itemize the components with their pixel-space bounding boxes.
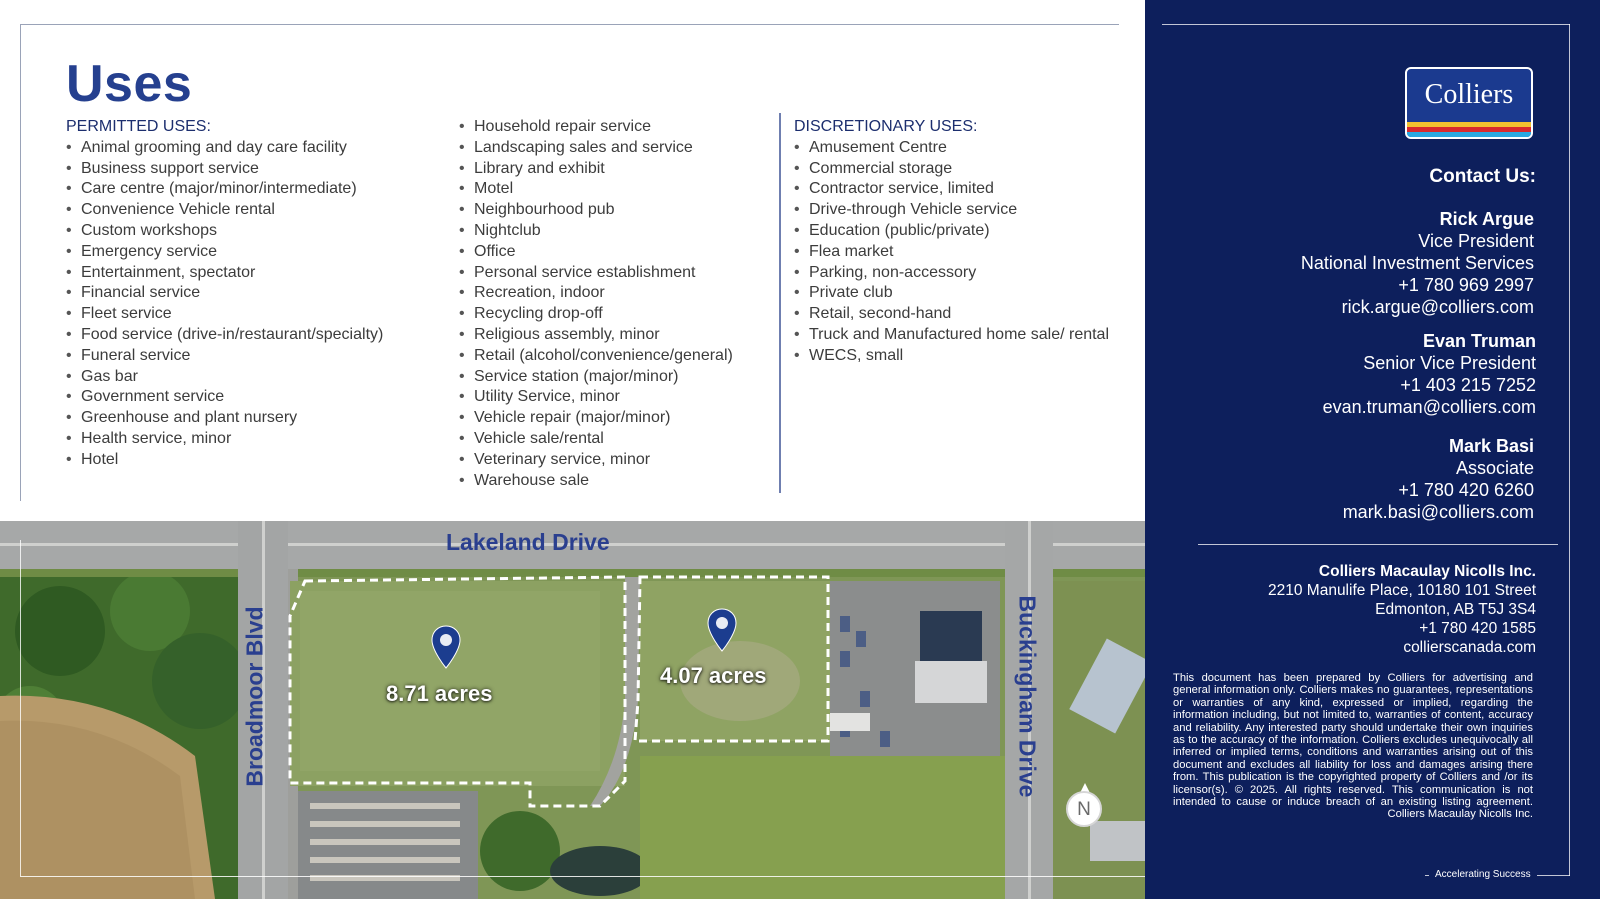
colliers-logo bbox=[1405, 67, 1533, 139]
use-list-item: • Custom workshops bbox=[66, 221, 436, 242]
use-list-item: • Religious assembly, minor bbox=[459, 325, 759, 346]
street-label-buckingham-drive: Buckingham Drive bbox=[1014, 595, 1041, 798]
location-pin-icon bbox=[707, 608, 737, 652]
company-info bbox=[1268, 562, 1536, 657]
frame-line-left bbox=[20, 24, 21, 501]
use-list-item: • Household repair service bbox=[459, 117, 759, 138]
contact-card bbox=[1323, 330, 1536, 418]
use-list-item: • Hotel bbox=[66, 450, 436, 471]
use-list-item: • Parking, non-accessory bbox=[794, 263, 1114, 284]
use-list-item: • Fleet service bbox=[66, 304, 436, 325]
contact-email[interactable]: rick.argue@colliers.com bbox=[1341, 297, 1534, 317]
sidebar-frame-top bbox=[1162, 24, 1570, 25]
use-list-item: • Nightclub bbox=[459, 221, 759, 242]
use-list-item: • Food service (drive-in/restaurant/specialty) bbox=[66, 325, 436, 346]
use-list-item: • Warehouse sale bbox=[459, 471, 759, 492]
sidebar-divider bbox=[1198, 544, 1558, 545]
use-list-item: • Amusement Centre bbox=[794, 138, 1114, 159]
compass-icon bbox=[1066, 791, 1102, 827]
company-address-line-1: 2210 Manulife Place, 10180 101 Street bbox=[1268, 582, 1536, 599]
use-list-item: • Gas bar bbox=[66, 367, 436, 388]
company-phone[interactable]: +1 780 420 1585 bbox=[1419, 620, 1536, 637]
contact-phone[interactable]: +1 780 420 6260 bbox=[1398, 480, 1534, 500]
legal-disclaimer: This document has been prepared by Colliers for advertising and general information only. Colliers makes no guarantees, representations or warranties of any kind, expressed or implied, regarding the information including, but not limited to, warranties of content, accuracy and reliability. Any interested party should undertake their own inquiries as to the accuracy of the information. Colliers excludes unequivocally all inferred or implied terms, conditions and warranties arising out of this document and excludes all liability for loss and damages arising there from. This publication is the copyrighted property of Colliers and /or its licensor(s). © 2025. All rights reserved. This communication is not intended to cause or induce breach of an existing listing agreement. Colliers Macaulay Nicolls Inc. bbox=[1173, 672, 1533, 821]
use-list-item: • Government service bbox=[66, 387, 436, 408]
company-name: Colliers Macaulay Nicolls Inc. bbox=[1318, 563, 1536, 580]
permitted-uses-list-2 bbox=[459, 117, 759, 491]
location-pin-icon bbox=[431, 625, 461, 669]
use-list-item: • Flea market bbox=[794, 242, 1114, 263]
company-website-link[interactable]: collierscanada.com bbox=[1403, 639, 1536, 656]
use-list-item: • Education (public/private) bbox=[794, 221, 1114, 242]
contact-card bbox=[1343, 435, 1534, 523]
discretionary-uses-column bbox=[794, 117, 1114, 367]
contact-email[interactable]: evan.truman@colliers.com bbox=[1322, 397, 1536, 417]
use-list-item: • Business support service bbox=[66, 159, 436, 180]
use-list-item: • Convenience Vehicle rental bbox=[66, 200, 436, 221]
logo-wordmark: Colliers bbox=[1424, 79, 1514, 110]
contact-phone[interactable]: +1 403 215 7252 bbox=[1400, 375, 1536, 395]
parcel-acreage-label: 8.71 acres bbox=[386, 681, 493, 706]
sidebar-frame-right bbox=[1569, 24, 1570, 876]
use-list-item: • Financial service bbox=[66, 283, 436, 304]
street-label-lakeland-drive: Lakeland Drive bbox=[446, 529, 610, 555]
contact-heading: Contact Us: bbox=[1429, 166, 1536, 187]
contact-title: Vice President bbox=[1418, 231, 1534, 251]
permitted-uses-heading: PERMITTED USES: bbox=[66, 118, 211, 135]
contact-sidebar bbox=[1145, 0, 1600, 899]
aerial-site-map bbox=[0, 521, 1145, 899]
use-list-item: • Retail, second-hand bbox=[794, 304, 1114, 325]
street-label-broadmoor-blvd: Broadmoor Blvd bbox=[241, 606, 268, 787]
use-list-item: • Contractor service, limited bbox=[794, 179, 1114, 200]
contact-department: National Investment Services bbox=[1300, 253, 1534, 273]
use-list-item: • Entertainment, spectator bbox=[66, 263, 436, 284]
use-list-item: • Commercial storage bbox=[794, 159, 1114, 180]
company-address-line-2: Edmonton, AB T5J 3S4 bbox=[1375, 601, 1536, 618]
use-list-item: • Recycling drop-off bbox=[459, 304, 759, 325]
contact-phone[interactable]: +1 780 969 2997 bbox=[1398, 275, 1534, 295]
contact-name: Mark Basi bbox=[1448, 436, 1534, 456]
parcel-acreage-label: 4.07 acres bbox=[660, 663, 767, 688]
use-list-item: • Private club bbox=[794, 283, 1114, 304]
use-list-item: • Retail (alcohol/convenience/general) bbox=[459, 346, 759, 367]
use-list-item: • Office bbox=[459, 242, 759, 263]
column-divider bbox=[779, 113, 781, 493]
use-list-item: • Personal service establishment bbox=[459, 263, 759, 284]
use-list-item: • Vehicle sale/rental bbox=[459, 429, 759, 450]
use-list-item: • Care centre (major/minor/intermediate) bbox=[66, 179, 436, 200]
use-list-item: • Landscaping sales and service bbox=[459, 138, 759, 159]
frame-line-left-map bbox=[20, 540, 21, 876]
page-title: Uses bbox=[66, 55, 193, 113]
frame-line-top bbox=[20, 24, 1119, 25]
use-list-item: • Vehicle repair (major/minor) bbox=[459, 408, 759, 429]
use-list-item: • Recreation, indoor bbox=[459, 283, 759, 304]
use-list-item: • Library and exhibit bbox=[459, 159, 759, 180]
tagline: Accelerating Success bbox=[1429, 869, 1537, 880]
discretionary-uses-heading: DISCRETIONARY USES: bbox=[794, 118, 978, 135]
use-list-item: • Drive-through Vehicle service bbox=[794, 200, 1114, 221]
use-list-item: • Greenhouse and plant nursery bbox=[66, 408, 436, 429]
use-list-item: • WECS, small bbox=[794, 346, 1114, 367]
logo-stripe-blue bbox=[1407, 132, 1531, 137]
use-list-item: • Animal grooming and day care facility bbox=[66, 138, 436, 159]
contact-name: Evan Truman bbox=[1422, 331, 1536, 351]
permitted-uses-column-2 bbox=[459, 117, 759, 491]
use-list-item: • Neighbourhood pub bbox=[459, 200, 759, 221]
permitted-uses-column-1 bbox=[66, 117, 436, 471]
use-list-item: • Truck and Manufactured home sale/ rental bbox=[794, 325, 1114, 346]
use-list-item: • Utility Service, minor bbox=[459, 387, 759, 408]
use-list-item: • Health service, minor bbox=[66, 429, 436, 450]
contact-email[interactable]: mark.basi@colliers.com bbox=[1342, 502, 1534, 522]
contact-title: Associate bbox=[1455, 458, 1534, 478]
compass-letter: N bbox=[1077, 799, 1091, 820]
use-list-item: • Emergency service bbox=[66, 242, 436, 263]
aerial-photo bbox=[0, 521, 1145, 899]
use-list-item: • Veterinary service, minor bbox=[459, 450, 759, 471]
use-list-item: • Motel bbox=[459, 179, 759, 200]
permitted-uses-list-1 bbox=[66, 138, 436, 471]
contact-card bbox=[1301, 208, 1534, 318]
use-list-item: • Funeral service bbox=[66, 346, 436, 367]
contact-title: Senior Vice President bbox=[1363, 353, 1536, 373]
contact-name: Rick Argue bbox=[1439, 209, 1534, 229]
discretionary-uses-list bbox=[794, 138, 1114, 367]
use-list-item: • Service station (major/minor) bbox=[459, 367, 759, 388]
